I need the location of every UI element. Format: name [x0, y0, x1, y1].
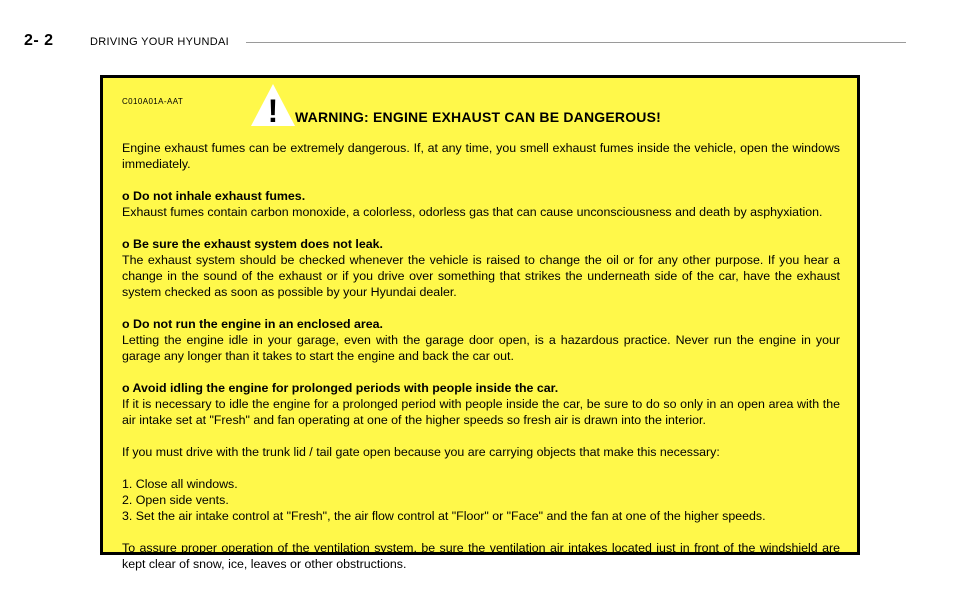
header-divider	[246, 42, 906, 43]
exclamation-mark: !	[267, 93, 279, 127]
warning-title: WARNING: ENGINE EXHAUST CAN BE DANGEROUS!	[295, 109, 661, 125]
warning-body	[122, 140, 840, 572]
section-title: DRIVING YOUR HYUNDAI	[90, 36, 230, 48]
intro-paragraph: Engine exhaust fumes can be extremely dangerous. If, at any time, you smell exhaust fumes inside the vehicle, open the windows immediately.	[122, 141, 840, 171]
trunk-note: If you must drive with the trunk lid / tail gate open because you are carrying objects that make this necessary:	[122, 445, 720, 459]
page-number: 2- 2	[24, 32, 54, 49]
exclamation-triangle-icon	[250, 83, 296, 127]
point-text: The exhaust system should be checked whenever the vehicle is raised to change the oil or for any other purpose. If you hear a change in the sound of the exhaust or if you drive over something that strikes the underneath side of the car, have the exhaust system checked as soon as possible by your Hyundai dealer.	[122, 253, 840, 299]
point-heading: o Do not run the engine in an enclosed area.	[122, 317, 383, 331]
step-item: 2. Open side vents.	[122, 493, 229, 507]
warning-box	[100, 75, 860, 571]
closing-paragraph: To assure proper operation of the ventilation system, be sure the ventilation air intakes located just in front of the windshield are kept clear of snow, ice, leaves or other obstructions.	[122, 541, 840, 571]
point-heading: o Do not inhale exhaust fumes.	[122, 189, 306, 203]
point-text: Exhaust fumes contain carbon monoxide, a colorless, odorless gas that can cause unconsciousness and death by asphyxiation.	[122, 205, 823, 219]
point-text: If it is necessary to idle the engine for a prolonged period with people inside the car, be sure to do so only in an open area with the air intake set at "Fresh" and fan operating at one of the higher speeds so fresh air is drawn into the interior.	[122, 397, 840, 427]
point-heading: o Avoid idling the engine for prolonged periods with people inside the car.	[122, 381, 559, 395]
step-item: 1. Close all windows.	[122, 477, 238, 491]
warning-code: C010A01A-AAT	[122, 97, 184, 106]
page-header	[24, 30, 906, 54]
point-heading: o Be sure the exhaust system does not leak.	[122, 237, 383, 251]
point-text: Letting the engine idle in your garage, even with the garage door open, is a hazardous practice. Never run the engine in your garage any longer than it takes to start the engine and back the car out.	[122, 333, 840, 363]
step-item: 3. Set the air intake control at "Fresh", the air flow control at "Floor" or "Face" and the fan at one of the higher speeds.	[122, 509, 766, 523]
